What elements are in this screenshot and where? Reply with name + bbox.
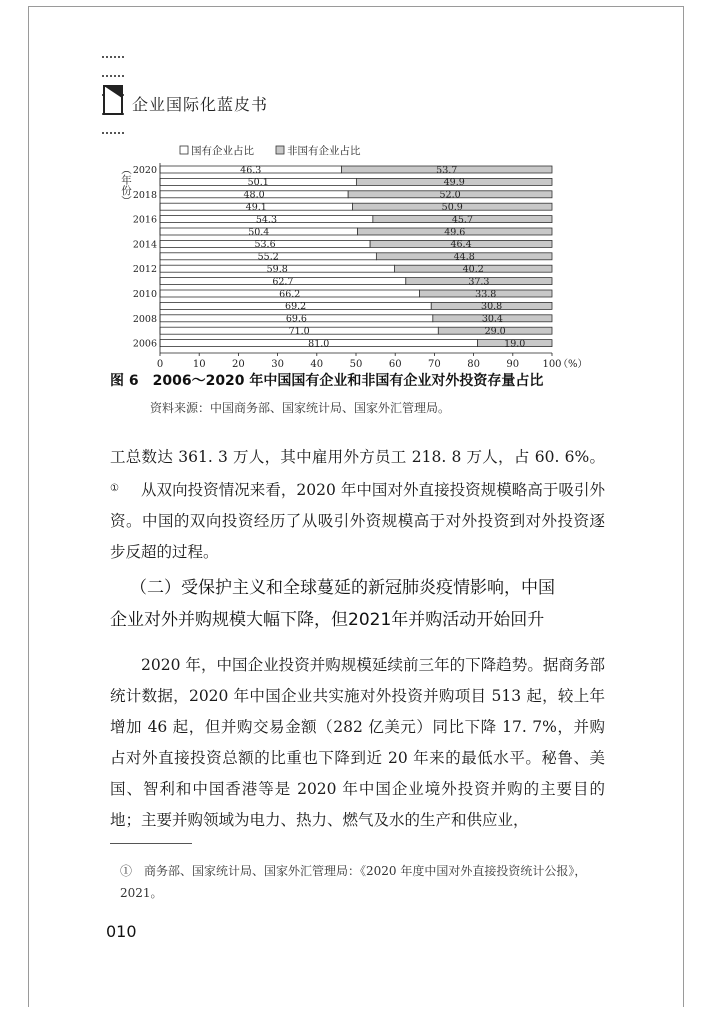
data-label-state: 59.8 [266, 264, 288, 275]
data-label-state: 69.6 [285, 313, 307, 325]
x-axis-unit: （%） [558, 359, 588, 370]
data-label-nonstate: 44.8 [453, 251, 475, 263]
data-label-state: 48.0 [243, 189, 265, 201]
x-tick-label: 80 [467, 359, 480, 370]
data-label-state: 50.4 [248, 226, 270, 238]
figure-source: 资料来源：中国商务部、国家统计局、国家外汇管理局。 [150, 401, 451, 415]
figure-caption: 图 6 2006～2020 年中国国有企业和非国有企业对外投资存量占比 [110, 373, 544, 389]
x-tick-label: 20 [232, 359, 245, 370]
legend-label: 国有企业占比 [191, 145, 254, 157]
data-label-nonstate: 49.6 [444, 226, 466, 238]
data-label-state: 46.3 [240, 164, 262, 176]
data-label-state: 50.1 [247, 177, 269, 189]
decorative-dots [102, 56, 128, 82]
data-label-nonstate: 37.3 [468, 276, 490, 288]
dot [102, 75, 104, 77]
x-tick-label: 50 [349, 359, 363, 370]
dot [114, 75, 116, 77]
data-label-state: 53.6 [254, 239, 276, 251]
y-tick-label: 2020 [132, 165, 157, 176]
dot [122, 75, 124, 77]
dot [122, 56, 124, 58]
dot [106, 56, 108, 58]
dot [114, 56, 116, 58]
dot [102, 132, 104, 134]
dot [102, 56, 104, 58]
y-tick-label: 2006 [132, 338, 157, 350]
data-label-nonstate: 50.9 [441, 202, 463, 213]
data-label-nonstate: 30.8 [481, 301, 503, 313]
data-label-state: 66.2 [279, 288, 301, 300]
dot [118, 56, 120, 58]
dot [110, 75, 112, 77]
x-tick-label: 40 [310, 359, 324, 370]
x-tick-label: 90 [506, 359, 520, 370]
data-label-nonstate: 19.0 [504, 338, 526, 350]
footnote-marker: ① [120, 864, 133, 878]
y-tick-label: 2010 [132, 289, 157, 300]
footnote-divider [110, 843, 192, 844]
dot [118, 132, 120, 134]
dot [122, 132, 124, 134]
y-tick-label: 2014 [132, 239, 157, 251]
data-label-state: 71.0 [288, 326, 310, 337]
data-label-nonstate: 53.7 [436, 164, 458, 176]
paragraph-2: 从双向投资情况来看，2020 年中国对外直接投资规模略高于吸引外资。中国的双向投资经历了从吸引外资规模高于对外投资到对外投资逐步反超的过程。 [110, 481, 605, 561]
data-label-state: 69.2 [285, 301, 307, 313]
stacked-bar-chart [100, 140, 620, 380]
x-tick-label: 0 [156, 359, 164, 370]
dot [110, 56, 112, 58]
dot [106, 132, 108, 134]
running-header [102, 56, 662, 126]
y-tick-label: 2016 [132, 214, 157, 226]
dot [106, 75, 108, 77]
x-tick-label: 100 [542, 359, 562, 370]
data-label-nonstate: 46.4 [450, 239, 472, 251]
y-tick-label: 2008 [132, 313, 157, 325]
legend-label: 非国有企业占比 [287, 145, 361, 157]
data-label-state: 49.1 [245, 202, 267, 213]
dot [118, 75, 120, 77]
book-icon [102, 84, 124, 116]
data-label-nonstate: 30.4 [481, 313, 503, 325]
x-tick-label: 70 [428, 359, 441, 370]
y-axis-label: （年份） [120, 164, 132, 206]
legend-swatch [180, 146, 188, 154]
data-label-nonstate: 33.8 [475, 288, 497, 300]
paragraph-1-text: 工总数达 361. 3 万人，其中雇用外方员工 218. 8 万人，占 60. 6%。 [110, 448, 605, 466]
section-heading [110, 572, 620, 636]
data-label-nonstate: 40.2 [462, 264, 484, 275]
legend-swatch [276, 146, 284, 154]
x-tick-label: 10 [192, 359, 206, 370]
footnote-text: 商务部、国家统计局、国家外汇管理局：《2020 年度中国对外直接投资统计公报》，2021。 [120, 864, 587, 900]
footnote [120, 860, 610, 904]
y-tick-label: 2018 [132, 189, 157, 201]
data-label-state: 81.0 [308, 338, 330, 350]
dot [114, 132, 116, 134]
paragraph-3: 2020 年，中国企业投资并购规模延续前三年的下降趋势。据商务部统计数据，2020 年中国企业共实施对外投资并购项目 513 起，较上年增加 46 起，但并购交易金额（282 亿美元）同比下降 17. 7%，并购占对外直接投资总额的比重也下降到近 20 年来的最低水平。秘鲁、美国、智利和中国香港等是 2020 年中国企业境外投资并购的主要目的地；主要并购领域为电力、热力、燃气及水的生产和供应业， [110, 656, 605, 829]
data-label-nonstate: 49.9 [443, 177, 465, 189]
data-label-state: 55.2 [257, 251, 279, 263]
y-tick-label: 2012 [132, 264, 157, 276]
x-tick-label: 30 [271, 359, 284, 370]
x-tick-label: 60 [388, 359, 402, 370]
data-label-nonstate: 29.0 [484, 326, 506, 337]
book-title: 企业国际化蓝皮书 [132, 95, 269, 114]
dot [110, 132, 112, 134]
section-heading-line-1: （二）受保护主义和全球蔓延的新冠肺炎疫情影响，中国 [130, 578, 555, 598]
data-label-state: 62.7 [272, 276, 294, 288]
footnote-ref: ① [110, 483, 119, 494]
page-number: 010 [106, 922, 137, 941]
data-label-nonstate: 52.0 [439, 189, 461, 201]
section-heading-line-2: 企业对外并购规模大幅下降，但2021年并购活动开始回升 [110, 610, 545, 630]
data-label-state: 54.3 [255, 214, 278, 226]
data-label-nonstate: 45.7 [451, 214, 474, 226]
